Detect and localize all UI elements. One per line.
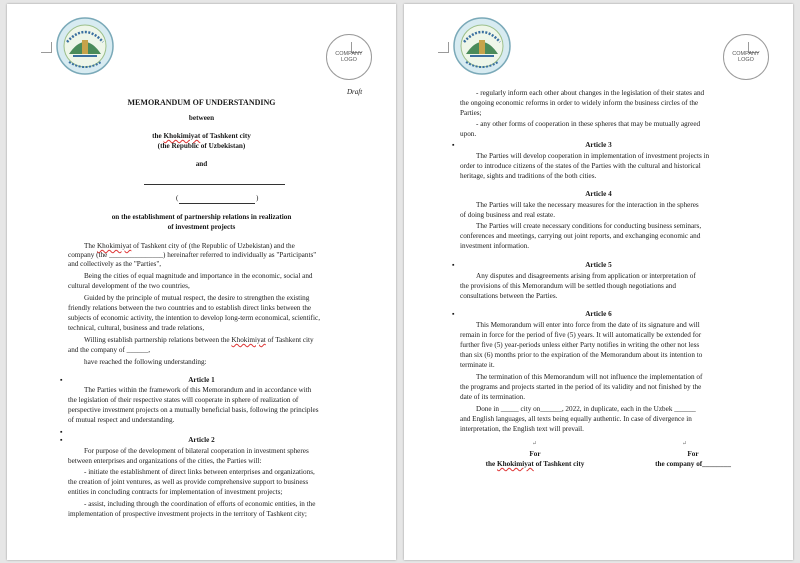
article-line: the creation of joint ventures, as well as provide comprehensive support to business — [68, 478, 309, 486]
article-1-heading: Article 1 — [188, 376, 215, 384]
preamble-line: and the company of ______, — [68, 346, 151, 354]
preamble-line: The Khokimiyat of Tashkent city of (the Republic of Uzbekistan) and the — [84, 242, 295, 250]
article-line: between enterprises and organizations of the cities, the Parties will: — [68, 457, 262, 465]
article-line: Any disputes and disagreements arising from application or interpretation of — [476, 272, 696, 280]
list-line: upon. — [460, 130, 477, 138]
article-line: The termination of this Memorandum will not influence the implementation of — [476, 373, 703, 381]
signature-for-right: For — [687, 450, 699, 458]
party1-name: the Khokimiyat of Tashkent city — [152, 132, 251, 140]
paragraph-mark: ▪ — [452, 141, 455, 149]
preamble-line: have reached the following understanding: — [84, 358, 207, 366]
preamble-line: subjects of economic activity, the intention to develop long-term economical, scientific, — [68, 314, 321, 322]
crop-mark — [41, 42, 52, 53]
article-line: conferences and meetings, carrying out joint reports, and exchanging economic and — [460, 232, 701, 240]
list-line: the ongoing economic reforms in order to widely inform the business circles of the — [460, 99, 699, 107]
preamble-line: Being the cities of equal magnitude and importance in the economic, social and — [84, 272, 313, 280]
article-line: - initiate the establishment of direct links between enterprises and organizations, — [84, 468, 315, 476]
paragraph-mark: ▪ — [452, 261, 455, 269]
draft-label: Draft — [347, 88, 363, 96]
article-line: - assist, including through the coordination of efforts of economic entities, in the — [84, 500, 316, 508]
paragraph-mark: ▪ — [60, 376, 63, 384]
company-logo-placeholder — [326, 34, 372, 80]
article-line: consultations between the Parties. — [460, 292, 558, 300]
article-line: interpretation, the English text will prevail. — [460, 425, 584, 433]
article-6-heading: Article 6 — [585, 310, 612, 318]
preamble-line: Willing establish partnership relations between the Khokimiyat of Tashkent city — [84, 336, 314, 344]
crop-mark — [438, 42, 449, 53]
between-label: between — [188, 114, 215, 122]
document-page-1 — [7, 4, 396, 560]
article-line: terminate it. — [460, 361, 495, 369]
city-emblem-icon — [55, 16, 115, 76]
article-line: For purpose of the development of bilateral cooperation in investment spheres — [84, 447, 309, 455]
company-logo-text: COMPANY LOGO — [732, 50, 760, 63]
article-line: remain in force for the period of five (5) years. It will automatically be extended for — [460, 331, 702, 339]
article-line: Done in _____ city on______, 2022, in duplicate, each in the Uzbek ______ — [476, 405, 696, 413]
article-line: The Parties will take the necessary measures for the interaction in the spheres — [476, 201, 699, 209]
paragraph-mark: ▪ — [452, 310, 455, 318]
article-line: investment information. — [460, 242, 530, 250]
document-page-2 — [404, 4, 793, 560]
article-line: implementation of prospective investment projects in the territory of Tashkent city; — [68, 510, 307, 518]
paren-close: ) — [256, 194, 259, 202]
article-line: This Memorandum will enter into force from the date of its signature and will — [476, 321, 700, 329]
article-line: heritage, sights and traditions of the both cities. — [460, 172, 597, 180]
party2-country-line — [179, 203, 255, 204]
article-line: The Parties will develop cooperation in implementation of investment projects in — [476, 152, 710, 160]
article-line: than six (6) months prior to the expiration of the Memorandum about its intention to — [460, 351, 703, 359]
article-line: The Parties within the framework of this Memorandum and in accordance with — [84, 386, 312, 394]
article-line: The Parties will create necessary conditions for conducting business seminars, — [476, 222, 702, 230]
document-title: MEMORANDUM OF UNDERSTANDING — [127, 98, 276, 107]
preamble-line: Guided by the principle of mutual respect, the desire to strengthen the existing — [84, 294, 310, 302]
party1-country: (the Republic of Uzbekistan) — [157, 142, 246, 150]
company-logo-placeholder — [723, 34, 769, 80]
article-line: entities in concluding contracts for implementation of investment projects; — [68, 488, 283, 496]
article-line: further five (5) year-periods unless either Party notifies in writing the other not less — [460, 341, 700, 349]
preamble-line: friendly relations between the two countries and to establish direct links between the — [68, 304, 312, 312]
list-line: - any other forms of cooperation in these spheres that may be mutually agreed — [476, 120, 701, 128]
list-line: Parties; — [460, 109, 482, 117]
signature-for-left: For — [529, 450, 541, 458]
preamble-line: company (the _______________) hereinafter referred to individually as "Participants" — [68, 251, 317, 259]
article-5-heading: Article 5 — [585, 261, 612, 269]
empty-paragraph-mark: ↵ — [682, 441, 688, 447]
article-4-heading: Article 4 — [585, 190, 612, 198]
article-line: the provisions of this Memorandum will be settled though negotiations and — [460, 282, 676, 290]
preamble-line: cultural development of the two countries, — [68, 282, 190, 290]
and-label: and — [195, 160, 208, 168]
article-2-heading: Article 2 — [188, 436, 215, 444]
article-line: order to introduce citizens of the states of the Parties with the cultural and historical — [460, 162, 701, 170]
article-line: of mutual respect and understanding. — [68, 416, 175, 424]
paren-open: ( — [176, 194, 179, 202]
article-line: the programs and projects started in the period of its validity and not finished by the — [460, 383, 702, 391]
preamble-line: technical, cultural, business and trade relations, — [68, 324, 205, 332]
signature-party-right: the company of________ — [655, 460, 731, 468]
article-line: the legislation of their respective states will cooperate in sphere of realization of — [68, 396, 299, 404]
party2-name-line — [144, 184, 285, 185]
paragraph-mark: ▪ — [60, 436, 63, 444]
article-line: of doing business and real estate. — [460, 211, 556, 219]
article-3-heading: Article 3 — [585, 141, 612, 149]
paragraph-mark: ▪ — [60, 428, 63, 436]
company-logo-text: COMPANY LOGO — [335, 50, 363, 63]
city-emblem-icon — [452, 16, 512, 76]
subject-line-2: of investment projects — [167, 223, 236, 231]
signature-party-left: the Khokimiyat of Tashkent city — [485, 460, 585, 468]
subject-line-1: on the establishment of partnership relations in realization — [111, 213, 292, 221]
list-line: - regularly inform each other about changes in the legislation of their states and — [476, 89, 705, 97]
preamble-line: and collectively as the "Parties", — [68, 260, 162, 268]
empty-paragraph-mark: ↵ — [532, 441, 538, 447]
article-line: and English languages, all texts being equally authentic. In case of divergence in — [460, 415, 692, 423]
article-line: perspective investment projects on a mutually beneficial basis, following the principles — [68, 406, 319, 414]
article-line: date of its termination. — [460, 393, 526, 401]
